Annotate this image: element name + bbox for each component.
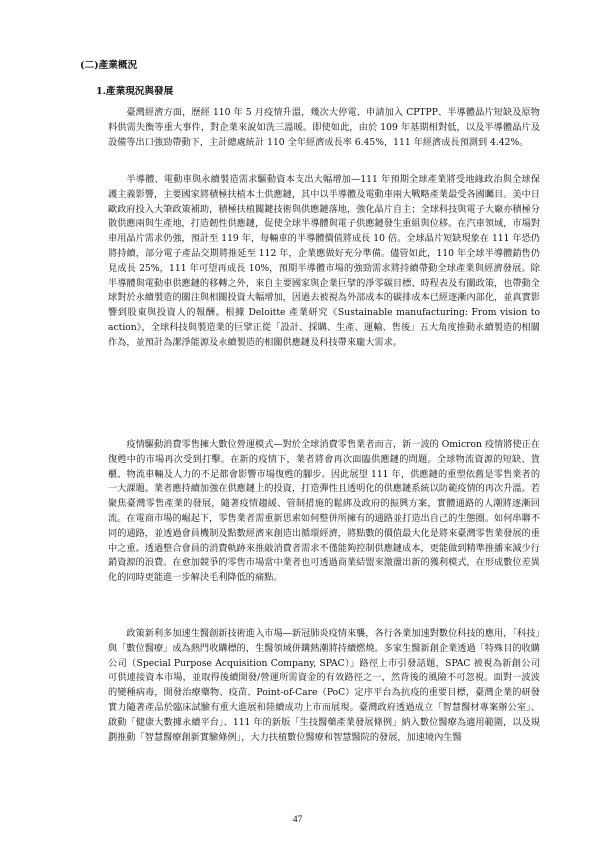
paragraph-economy: 臺灣經濟方面，歷經 110 年 5 月疫情升溫，幾次大停電、申請加入 CPTPP、半導體晶片短缺及原物料供需失衡等重大事件，對企業來說如洗三溫暖。即使如此，由於 109 年基期相對低，以及半導體晶片及設備等出口強勁帶動下，主計總處統計 110 全年經濟成長率 6.45%，111 年經濟成長預測到 4.42%。 <box>108 107 540 148</box>
paragraph-retail: 疫情驅動消費零售擁大數位營運模式—對於全球消費零售業者而言，新一波的 Omicron 疫情將使正在復甦中的市場再次受到打擊。在新的疫情下，業者將會再次面臨供應鏈的問題。全球物流資源的短缺、貨櫃、物流車輛及人力的不足都會影響市場復甦的腳步。因此展望 111 年，供應鏈的重塑依舊是零售業者的一大課題。業者應持續加強在供應鏈上的投資，打造彈性且透明化的供應鏈系統以防範疫情的再次升溫。若聚焦臺灣零售產業的發展，隨著疫情趨緩、管制措施的鬆綁及政府的振興方案，實體通路的人潮將逐漸回流。在電商市場的崛起下，零售業者需重新思索如何整併所擁有的通路並打造出自己的生態圈。如何串聯不同的通路，並透過會員機制及點數經濟來創造出循環經濟，將點數的價值最大化是將來臺灣零售業發展的重中之重。透過整合會員的消費軌跡來推敲消費者需求不僅能夠控制供應鏈成本，更能做到精準推播來減少行銷資源的浪費。在愈加競爭的零售市場當中業者也可透過商業結盟來激盪出新的獲利模式，在形成數位差異化的同時更能進一步解決毛利降低的痛點。 <box>108 439 540 584</box>
section-heading: (二)產業概況 <box>80 60 138 71</box>
paragraph-biomedical: 政策新利多加速生醫創新技術進入市場—新冠肺炎疫情來襲，各行各業加速對數位科技的應用，「科技」與「數位醫療」成為熱門收購標的，生醫領域併購熱潮將持續燃燒。多家生醫新創企業透過「特殊目的收購公司（Special Purpose Acquisition Company, SPAC）」路徑上市引發話題，SPAC 被視為新創公司可供連接資本市場，並取得後續開發/營運所需資金的有效路徑之一，然背後的風險不可忽視。面對一波波的變種病毒，開發治療藥物、疫苗、Point-of-Care（PoC）定序平台為抗疫的重要目標，臺灣企業的研發實力隨著產品於臨床試驗有重大進展和陸續成功上市而展現。臺灣政府透過成立「智慧醫材專案辦公室」、啟動「健康大數據永續平台」、111 年的新版「生技醫藥產業發展條例」納入數位醫療為適用範圍，以及規劃推動「智慧醫療創新實驗條例」，大力扶植數位醫療和智慧醫院的發展，加速境內生醫 <box>108 628 540 743</box>
page-number: 47 <box>292 814 303 825</box>
subsection-heading: 1.產業現況與發展 <box>96 86 174 97</box>
paragraph-semiconductor: 半導體、電動車與永續製造需求驅動資本支出大幅增加—111 年預期全球產業將受地緣政治與全球保護主義影響，主要國家將積極扶植本土供應鏈，其中以半導體及電動車兩大戰略產業最受各國矚目。美中日歐政府投入大筆政策補助，積極扶植關鍵技術與供應鏈落地，強化晶片自主；全球科技與電子大廠亦積極分散供應兩與生產地，打造韌性供應鏈，促使全球半導體與電子供應鏈發生重組與位移。在汽車領域，市場對車用晶片需求仍強，預計至 119 年，每輛車的半導體價值將成長 10 倍。全球晶片短缺現象在 111 年恐仍將持續，部分電子產品交期將推延至 112 年，企業應做好充分準備。儘管如此，110 年全球半導體銷售仍見成長 25%，111 年可望再成長 10%，預期半導體市場的強勁需求將持續帶動全球產業與經濟發展。除半導體與電動車供應鏈的移轉之外，來自主要國家與企業巨擘的淨零碳目標、時程表及有關政策，也帶動全球對於永續製造的關注與相關投資大幅增加，因過去被視為外部成本的碳排成本已經逐漸內部化，並真實影響到股東與投資人的報酬。根據 Deloitte 產業研究《Sustainable manufacturing: From vision to action》，全球科技與製造業的巨擘正從「設計、採購、生產、運輸、售後」五大角度推動永續製造的相關作為，並預計為潔淨能源及永續製造的相關供應鏈及科技帶來龐大需求。 <box>108 174 540 348</box>
